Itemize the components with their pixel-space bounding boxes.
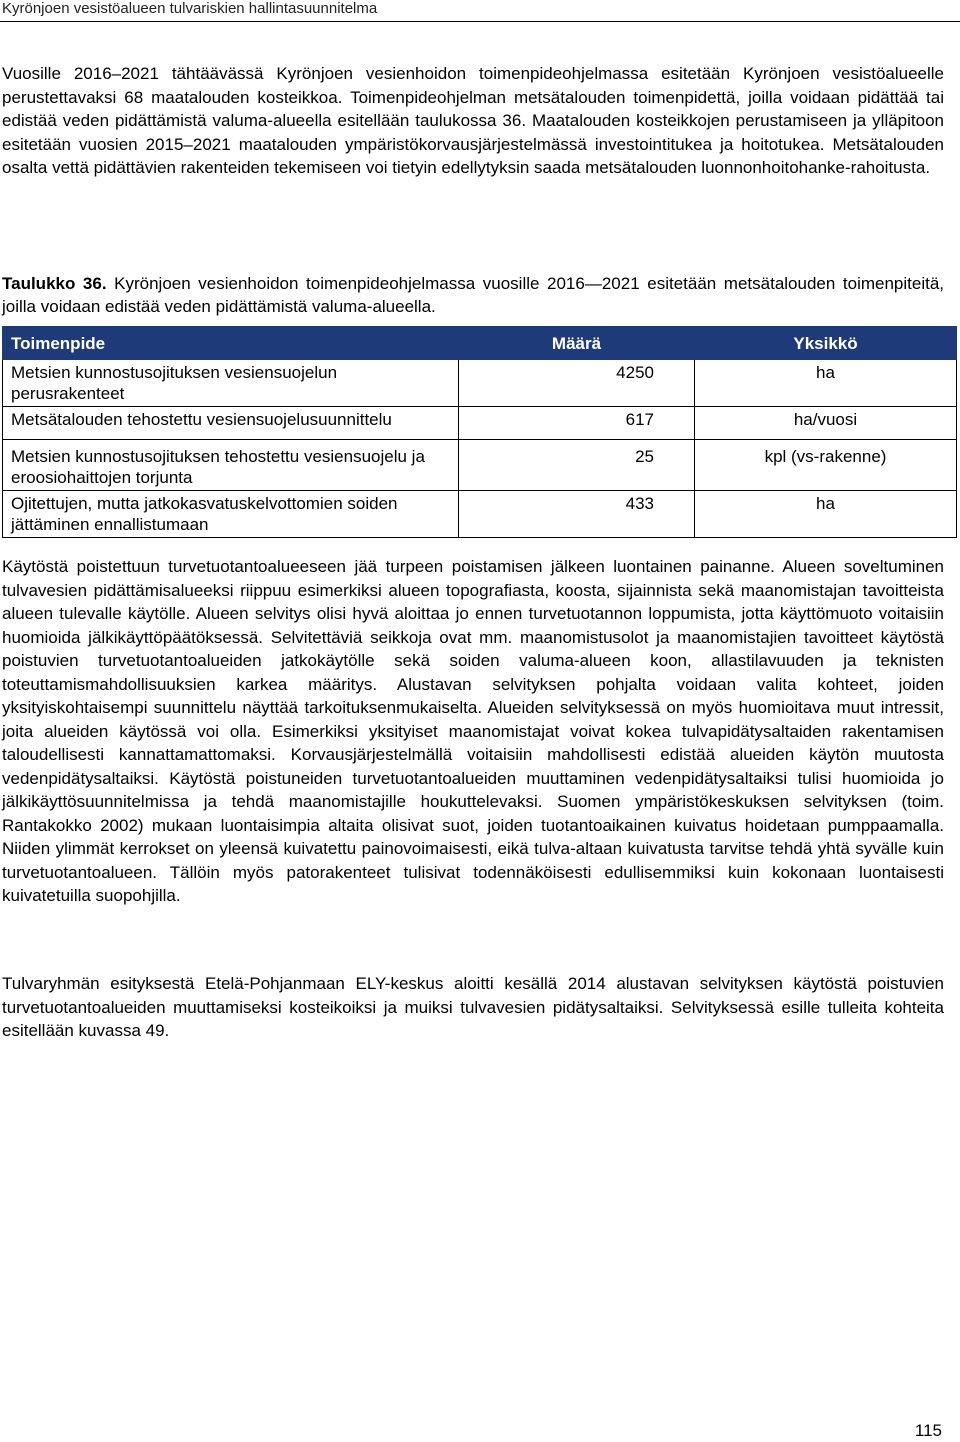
table-row: [3, 407, 957, 440]
header-yksikko: Yksikkö: [695, 327, 957, 360]
table-header-row: [3, 327, 957, 360]
table-row: [3, 440, 957, 491]
cell-measure: Metsien kunnostusojituksen vesiensuojelun perusrakenteet: [3, 360, 459, 407]
cell-amount: 25: [459, 440, 695, 491]
cell-amount: 433: [459, 491, 695, 538]
document-title: Kyrönjoen vesistöalueen tulvariskien hallintasuunnitelma: [2, 0, 378, 17]
cell-unit: kpl (vs-rakenne): [695, 440, 957, 491]
header-divider: [0, 21, 960, 22]
running-header: [0, 0, 960, 24]
table-caption-label: Taulukko 36.: [2, 274, 107, 293]
table-caption: [2, 272, 944, 318]
header-toimenpide: Toimenpide: [3, 327, 459, 360]
measures-table: [2, 326, 957, 538]
cell-amount: 617: [459, 407, 695, 440]
paragraph-peat-areas: Käytöstä poistettuun turvetuotantoalueeseen jää turpeen poistamisen jälkeen luontainen painanne. Alueen soveltuminen tulvavesien pidättämisalueeksi riippuu esimerkiksi alueen topografiasta, koosta, sijainnista sekä maanomistajan tavoitteista alueen tulevalle käytölle. Alueen selvitys olisi hyvä aloittaa jo ennen turvetuotannon loppumista, jotta käyttömuoto voitaisiin huomioida jälkikäyttöpäätöksessä. Selvitettäviä seikkoja ovat mm. maanomistusolot ja maanomistajien tavoitteet käytöstä poistuvien turvetuotantoalueiden jatkokäytölle sekä soiden valuma-alueen koon, allastilavuuden ja teknisten toteuttamismahdollisuuksien karkea määritys. Alustavan selvityksen pohjalta voidaan valita kohteet, joiden yksityiskohtaisempi suunnittelu näyttää tarkoituksenmukaiselta. Alueiden selvityksessä on myös huomioitava muut intressit, joita alueiden käytössä voi olla. Esimerkiksi yksityiset maanomistajat voivat kokea tulvapidätysaltaiden rakentamisen taloudellisesti kannattamattomaksi. Korvausjärjestelmällä voitaisiin mahdollisesti edistää alueiden käytön muutosta vedenpidätysaltaiksi. Käytöstä poistuneiden turvetuotantoalueiden muuttaminen vedenpidätysaltaiksi tulisi huomioida jo jälkikäyttösuunnitelmissa ja tehdä maanomistajille houkuttelevaksi. Suomen ympäristökeskuksen selvityksen (toim. Rantakokko 2002) mukaan luontaisimpia altaita olisivat suot, joiden tuotantoaikainen kuivatus hoidetaan pumppaamalla. Niiden ylimmät kerrokset on yleensä kuivatettu painovoimaisesti, eikä tulva-altaan kuivatusta tarvitse tehdä yhtä syvälle kuin turvetuotantoalueen. Tällöin myös patorakenteet tulisivat todennäköisesti edullisemmiksi kuin kokonaan luontaisesti kuivatetuilla suopohjilla.: [2, 557, 944, 905]
paragraph-ely-survey: Tulvaryhmän esityksestä Etelä-Pohjanmaan ELY-keskus aloitti kesällä 2014 alustavan selvityksen käytöstä poistuvien turvetuotantoalueiden muuttamiseksi kosteikoiksi ja muiksi tulvavesien pidätysaltaiksi. Selvityksessä esille tulleita kohteita esitellään kuvassa 49.: [2, 974, 944, 1040]
table-row: [3, 360, 957, 407]
cell-measure: Metsien kunnostusojituksen tehostettu vesiensuojelu ja eroosiohaittojen torjunta: [3, 440, 459, 491]
header-maara: Määrä: [459, 327, 695, 360]
table-caption-text: Kyrönjoen vesienhoidon toimenpideohjelmassa vuosille 2016—2021 esitetään metsätalouden toimenpiteitä, joilla voidaan edistää veden pidättämistä valuma-alueella.: [2, 274, 945, 316]
table-row: [3, 491, 957, 538]
cell-unit: ha: [695, 360, 957, 407]
cell-amount: 4250: [459, 360, 695, 407]
cell-measure: Metsätalouden tehostettu vesiensuojelusuunnittelu: [3, 407, 459, 440]
paragraph-intro: Vuosille 2016–2021 tähtäävässä Kyrönjoen vesienhoidon toimenpideohjelmassa esitetään Kyrönjoen vesistöalueelle perustettavaksi 68 maatalouden kosteikkoa. Toimenpideohjelman metsätalouden toimenpidettä, joilla voidaan pidättää tai edistää veden pidättämistä valuma-alueella esitellään taulukossa 36. Maatalouden kosteikkojen perustamiseen ja ylläpitoon esitetään vuosien 2015–2021 maatalouden ympäristökorvausjärjestelmässä investointitukea ja hoitotukea. Metsätalouden osalta vettä pidättävien rakenteiden tekemiseen voi tietyin edellytyksin saada metsätalouden luonnonhoitohanke-rahoitusta.: [2, 64, 944, 177]
cell-unit: ha: [695, 491, 957, 538]
page-number: 115: [914, 1421, 942, 1440]
cell-unit: ha/vuosi: [695, 407, 957, 440]
cell-measure: Ojitettujen, mutta jatkokasvatuskelvottomien soiden jättäminen ennallistumaan: [3, 491, 459, 538]
